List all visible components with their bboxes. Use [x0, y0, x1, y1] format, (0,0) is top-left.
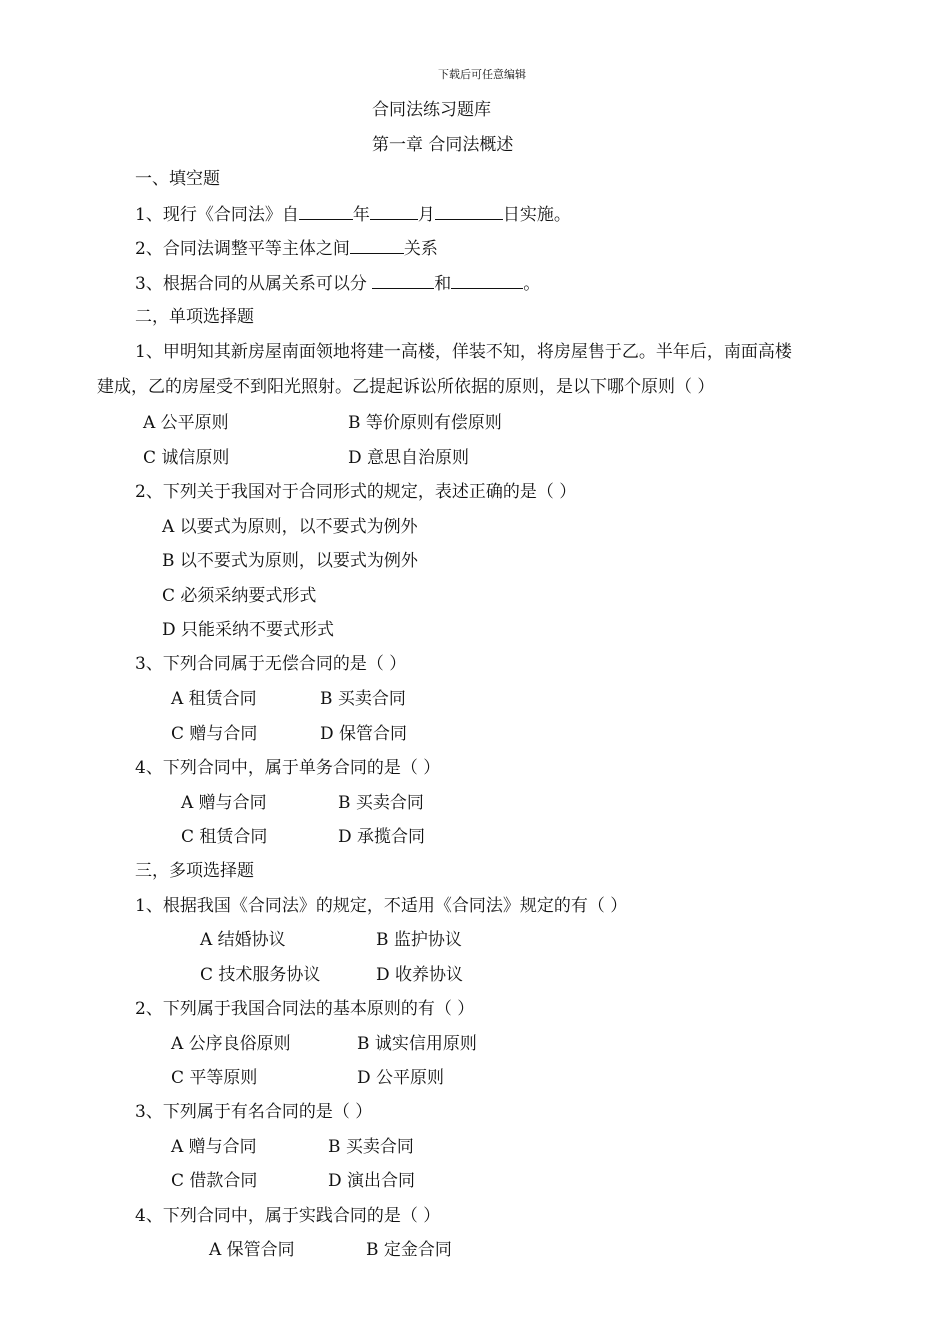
single-q1-option-b: B 等价原则有偿原则 [348, 413, 502, 433]
answer-blank[interactable] [372, 271, 434, 289]
multi-q3-option-c: C 借款合同 [171, 1171, 258, 1191]
multi-q4-option-a: A 保管合同 [209, 1240, 295, 1260]
multi-q1-text: 1、根据我国《合同法》的规定，不适用《合同法》规定的有（ ） [135, 896, 628, 916]
multi-q3-text: 3、下列属于有名合同的是（ ） [135, 1102, 373, 1122]
single-q2-option-c: C 必须采纳要式形式 [162, 586, 317, 606]
single-q1-line2: 建成，乙的房屋受不到阳光照射。乙提起诉讼所依据的原则，是以下哪个原则（ ） [97, 377, 715, 397]
single-q1-option-d: D 意思自治原则 [348, 448, 470, 468]
multi-q2-option-a: A 公序良俗原则 [171, 1034, 291, 1054]
single-q4-text: 4、下列合同中，属于单务合同的是（ ） [135, 758, 441, 778]
fill-question-3: 3、根据合同的从属关系可以分 和 。 [135, 271, 540, 296]
chapter-title: 第一章 合同法概述 [372, 135, 514, 155]
single-q4-option-c: C 租赁合同 [181, 827, 268, 847]
section-multi-heading: 三，多项选择题 [135, 861, 254, 881]
answer-blank[interactable] [350, 236, 404, 254]
multi-q2-option-d: D 公平原则 [357, 1068, 445, 1088]
multi-q1-option-a: A 结婚协议 [200, 930, 286, 950]
document-title: 合同法练习题库 [372, 100, 491, 120]
single-q1-option-a: A 公平原则 [143, 413, 229, 433]
multi-q4-text: 4、下列合同中，属于实践合同的是（ ） [135, 1206, 441, 1226]
section-fill-heading: 一、填空题 [135, 169, 220, 189]
multi-q1-option-d: D 收养协议 [376, 965, 464, 985]
answer-blank[interactable] [451, 271, 523, 289]
answer-blank[interactable] [370, 202, 418, 220]
single-q3-option-a: A 租赁合同 [171, 689, 257, 709]
multi-q3-option-b: B 买卖合同 [328, 1137, 414, 1157]
single-q3-option-b: B 买卖合同 [320, 689, 406, 709]
multi-q2-option-b: B 诚实信用原则 [357, 1034, 477, 1054]
multi-q4-option-b: B 定金合同 [366, 1240, 452, 1260]
single-q3-text: 3、下列合同属于无偿合同的是（ ） [135, 654, 407, 674]
answer-blank[interactable] [435, 202, 503, 220]
multi-q3-option-d: D 演出合同 [328, 1171, 416, 1191]
multi-q1-option-c: C 技术服务协议 [200, 965, 321, 985]
page-header: 下载后可任意编辑 [438, 68, 526, 81]
single-q4-option-d: D 承揽合同 [338, 827, 426, 847]
multi-q1-option-b: B 监护协议 [376, 930, 462, 950]
answer-blank[interactable] [299, 202, 353, 220]
single-q2-option-b: B 以不要式为原则，以要式为例外 [162, 551, 418, 571]
fill-question-2: 2、合同法调整平等主体之间 关系 [135, 236, 438, 261]
fill-question-1: 1、现行《合同法》自 年 月 日实施。 [135, 202, 571, 227]
single-q2-option-d: D 只能采纳不要式形式 [162, 620, 335, 640]
single-q4-option-a: A 赠与合同 [181, 793, 267, 813]
single-q3-option-d: D 保管合同 [320, 724, 408, 744]
multi-q2-text: 2、下列属于我国合同法的基本原则的有（ ） [135, 999, 475, 1019]
single-q2-text: 2、下列关于我国对于合同形式的规定，表述正确的是（ ） [135, 482, 577, 502]
multi-q2-option-c: C 平等原则 [171, 1068, 258, 1088]
multi-q3-option-a: A 赠与合同 [171, 1137, 257, 1157]
single-q2-option-a: A 以要式为原则，以不要式为例外 [162, 517, 418, 537]
single-q3-option-c: C 赠与合同 [171, 724, 258, 744]
single-q4-option-b: B 买卖合同 [338, 793, 424, 813]
single-q1-line1: 1、甲明知其新房屋南面领地将建一高楼，佯装不知，将房屋售于乙。半年后，南面高楼 [135, 342, 792, 362]
section-single-heading: 二，单项选择题 [135, 307, 254, 327]
single-q1-option-c: C 诚信原则 [143, 448, 230, 468]
